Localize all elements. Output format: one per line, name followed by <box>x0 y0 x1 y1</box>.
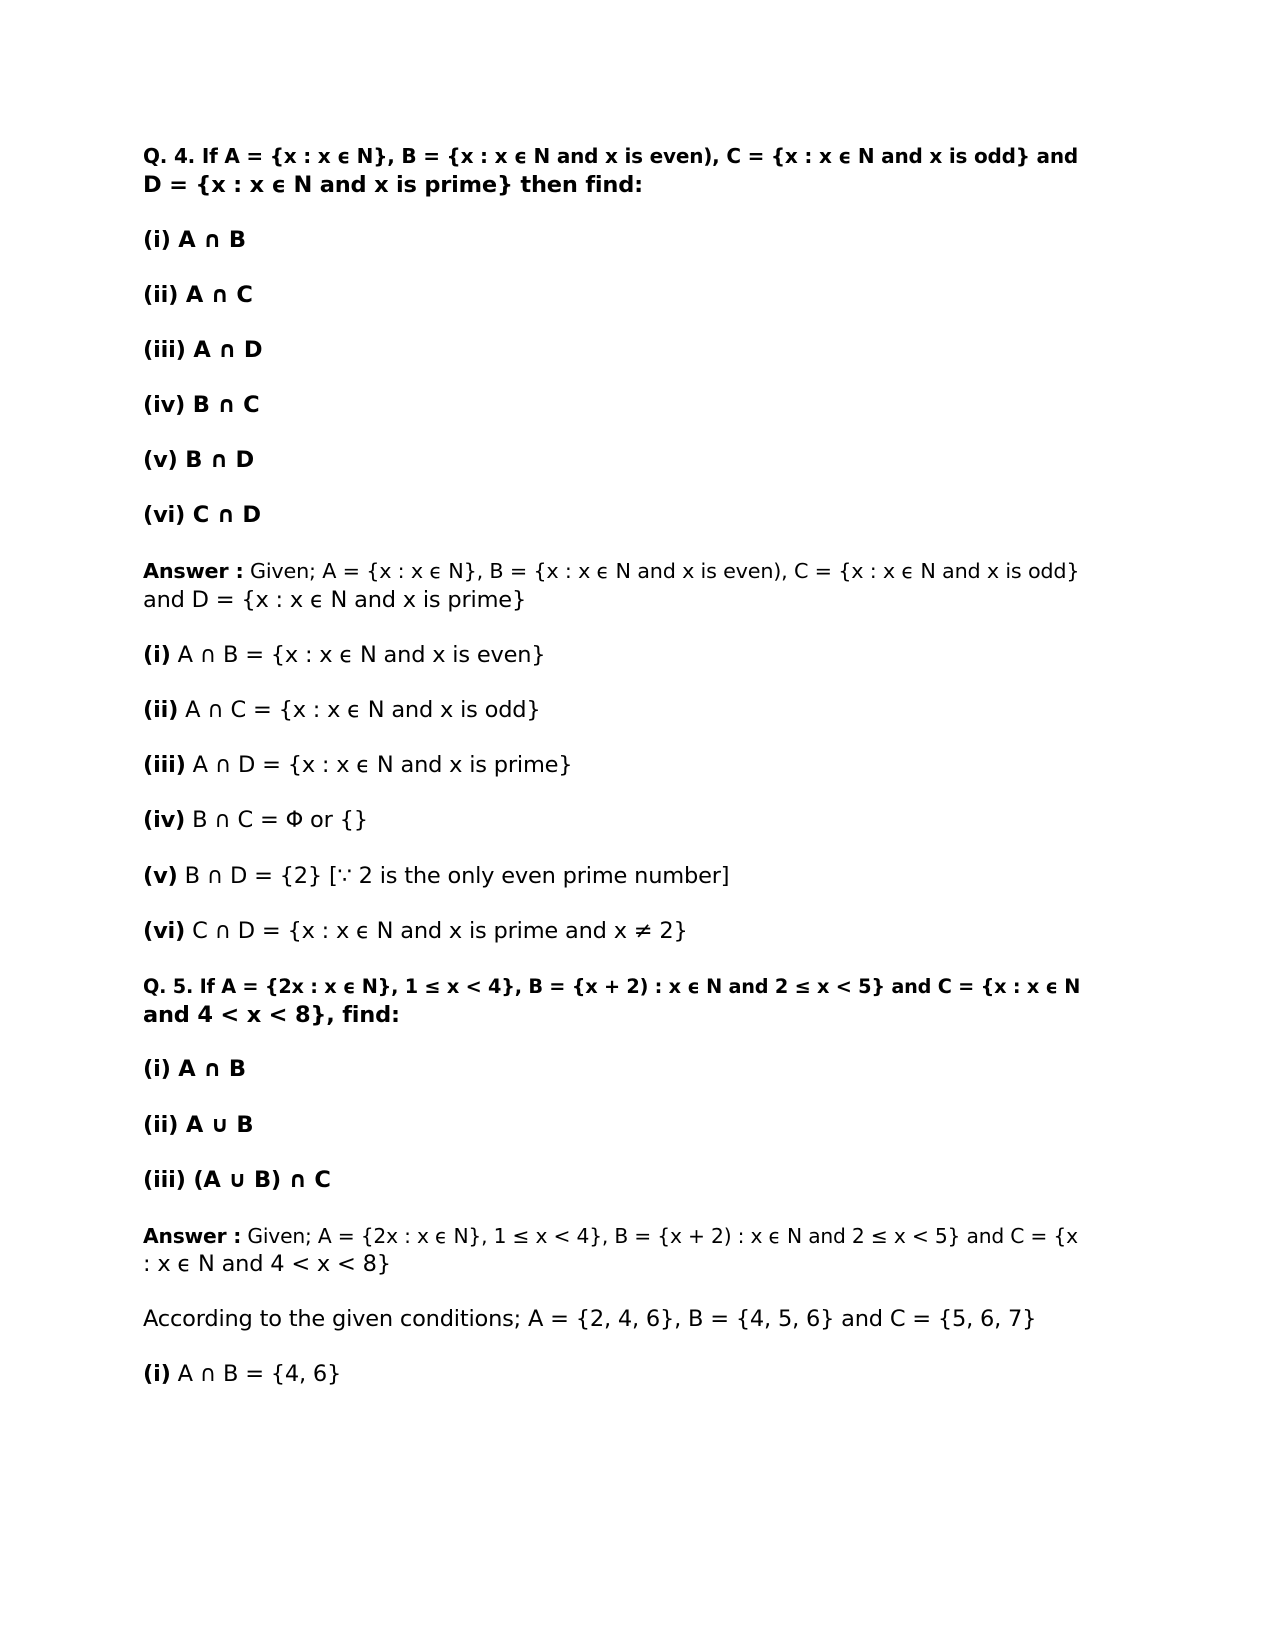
q4-solution-label: (iii) <box>143 752 186 778</box>
q5-question-line-1: Q. 5. If A = {2x : x ϵ N}, 1 ≤ x < 4}, B = {x + 2) : x ϵ N and 2 ≤ x < 5} and C = {x : x ϵ N <box>143 975 1081 998</box>
q5-part-iii: (iii) (A ∪ B) ∩ C <box>143 1167 331 1193</box>
q4-solution-iv <box>143 806 1083 835</box>
q4-solution-ii <box>143 696 1083 725</box>
q4-answer-text-1: Given; A = {x : x ϵ N}, B = {x : x ϵ N and x is even), C = {x : x ϵ N and x is odd} <box>243 559 1080 583</box>
q4-answer-label: Answer : <box>143 559 244 583</box>
q5-answer-line-1 <box>143 1222 1083 1251</box>
q4-answer-line-1 <box>143 557 1083 586</box>
q5-part-i: (i) A ∩ B <box>143 1056 246 1082</box>
q4-question-line-2: D = {x : x ϵ N and x is prime} then find: <box>143 172 643 198</box>
q4-solution-v <box>143 862 1083 891</box>
q4-part-iv: (iv) B ∩ C <box>143 392 260 418</box>
q4-solution-i <box>143 641 1083 670</box>
q5-conditions: According to the given conditions; A = {2, 4, 6}, B = {4, 5, 6} and C = {5, 6, 7} <box>143 1306 1037 1332</box>
q5-answer-text-1: Given; A = {2x : x ϵ N}, 1 ≤ x < 4}, B = {x + 2) : x ϵ N and 2 ≤ x < 5} and C = {x <box>241 1224 1078 1248</box>
q4-solution-iii <box>143 751 1083 780</box>
q4-part-v: (v) B ∩ D <box>143 447 255 473</box>
q4-solution-text: B ∩ C = Φ or {} <box>185 807 368 833</box>
q5-solution-i <box>143 1360 1083 1389</box>
q4-solution-label: (iv) <box>143 807 186 833</box>
q4-solution-text: A ∩ B = {x : x ϵ N and x is even} <box>170 642 546 668</box>
q4-solution-label: (ii) <box>143 697 179 723</box>
q4-part-i: (i) A ∩ B <box>143 227 246 253</box>
q4-solution-label: (v) <box>143 863 178 889</box>
q4-part-vi: (vi) C ∩ D <box>143 502 261 528</box>
q4-part-ii: (ii) A ∩ C <box>143 282 253 308</box>
q4-solution-text: A ∩ D = {x : x ϵ N and x is prime} <box>185 752 573 778</box>
q4-solution-text: B ∩ D = {2} [∵ 2 is the only even prime number] <box>177 863 730 889</box>
q4-part-iii: (iii) A ∩ D <box>143 337 263 363</box>
q5-part-ii: (ii) A ∪ B <box>143 1112 254 1138</box>
q4-solution-label: (vi) <box>143 918 186 944</box>
q5-question-line-2: and 4 < x < 8}, find: <box>143 1002 400 1028</box>
q4-solution-text: A ∩ C = {x : x ϵ N and x is odd} <box>178 697 541 723</box>
q4-question-line-1: Q. 4. If A = {x : x ϵ N}, B = {x : x ϵ N and x is even), C = {x : x ϵ N and x is odd} and <box>143 144 1079 168</box>
q5-answer-label: Answer : <box>143 1224 242 1248</box>
q4-solution-text: C ∩ D = {x : x ϵ N and x is prime and x ≠ 2} <box>185 918 688 944</box>
q4-solution-label: (i) <box>143 642 171 668</box>
q4-answer-line-2: and D = {x : x ϵ N and x is prime} <box>143 587 527 613</box>
q5-answer-line-2: : x ϵ N and 4 < x < 8} <box>143 1251 391 1277</box>
q5-solution-text: A ∩ B = {4, 6} <box>170 1361 342 1387</box>
q5-solution-label: (i) <box>143 1361 171 1387</box>
q4-solution-vi <box>143 917 1083 946</box>
